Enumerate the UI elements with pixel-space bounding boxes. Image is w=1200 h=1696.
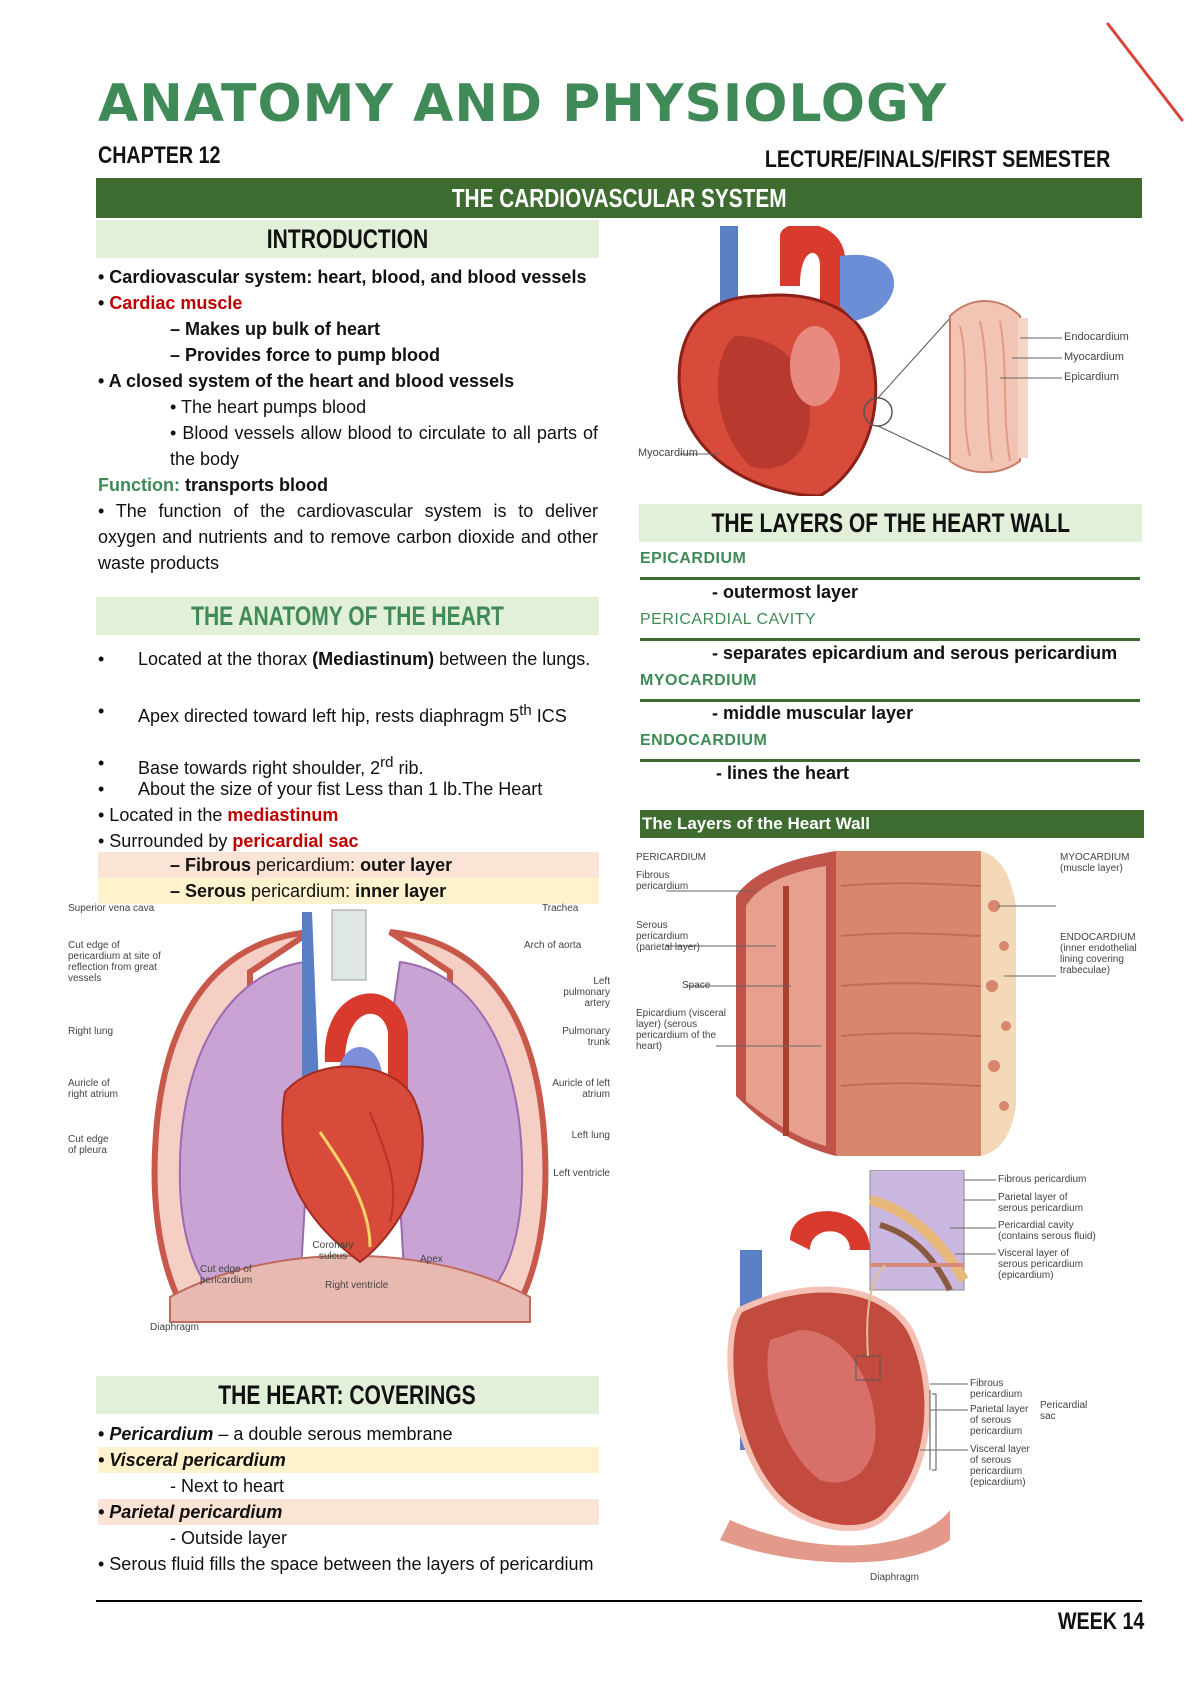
course-info: LECTURE/FINALS/FIRST SEMESTER [764, 146, 1110, 173]
intro-line-2 [98, 290, 598, 316]
label-superior-vena-cava: Superior vena cava [68, 903, 155, 914]
label-apex: Apex [420, 1254, 443, 1265]
endocardium-desc: - lines the heart [716, 763, 850, 783]
text: ICS [531, 706, 567, 726]
coverings-heading [96, 1376, 599, 1414]
pericardial-cavity-heading: PERICARDIAL CAVITY [640, 611, 1140, 641]
bullet: • [98, 1424, 110, 1444]
main-banner-label: THE CARDIOVASCULAR SYSTEM [451, 182, 787, 213]
anatomy-heading [96, 597, 599, 635]
anatomy-bullet-2 [98, 698, 598, 729]
coverings-line-1 [98, 1421, 598, 1447]
label-epicardium-visceral: Epicardium (visceral layer) (serous pericardium of the heart) [636, 1008, 727, 1052]
anatomy-bullet-5 [98, 802, 598, 828]
pen-mark [1100, 20, 1190, 130]
text: – Fibrous [170, 855, 257, 875]
label-parietal-layer-detail: Parietal layer of serous pericardium [998, 1192, 1084, 1214]
coverings-line-5: - Outside layer [170, 1528, 288, 1548]
label-pulmonary-trunk: Pulmonary trunk [562, 1026, 610, 1048]
bullet: • [98, 753, 105, 773]
label-fibrous-pericardium-detail: Fibrous pericardium [998, 1174, 1087, 1185]
bullet: • [98, 779, 105, 799]
layers-figure-banner: The Layers of the Heart Wall [640, 810, 1144, 838]
pericardium-term: Pericardium [109, 1424, 214, 1444]
label-trachea: Trachea [542, 903, 579, 914]
function-label: Function: [98, 475, 180, 495]
intro-line-3: – Makes up bulk of heart [170, 319, 381, 339]
chapter-label: CHAPTER 12 [98, 142, 221, 169]
wall-layers-figure [636, 846, 1146, 1166]
label-visceral-layer-heart: Visceral layer of serous pericardium (epicardium) [970, 1444, 1030, 1488]
footer-divider [96, 1600, 1142, 1602]
function-text: transports blood [179, 475, 328, 495]
thorax-figure [70, 902, 630, 1352]
label-fibrous-pericardium: Fibrous pericardium [636, 870, 689, 892]
layers-heading [639, 504, 1142, 542]
document-title: ANATOMY AND PHYSIOLOGY [98, 74, 948, 134]
label-right-lung: Right lung [68, 1026, 114, 1037]
text: outer layer [360, 855, 453, 875]
intro-paragraph: • The function of the cardiovascular system is to deliver oxygen and nutrients and to remove carbon dioxide and other waste products [98, 501, 598, 573]
text: • Located in the [98, 805, 228, 825]
text: between the lungs. [434, 649, 591, 669]
heart-section-figure [640, 226, 1140, 496]
label-myocardium-left: Myocardium [638, 447, 698, 459]
intro-line-5: • A closed system of the heart and blood vessels [98, 371, 515, 391]
text: Apex directed toward left hip, rests diaphragm 5 [138, 706, 520, 726]
label-cut-edge-pericardium-lower: Cut edge of pericardium [200, 1264, 253, 1286]
intro-function [98, 472, 598, 498]
intro-line-4: – Provides force to pump blood [170, 345, 441, 365]
mediastinum-bold: (Mediastinum) [312, 649, 435, 669]
superscript: th [519, 702, 532, 719]
text: Base towards right shoulder, 2 [138, 758, 381, 778]
pericardial-sac-term: pericardial sac [232, 831, 359, 851]
serous-pericardium-line [98, 878, 599, 904]
bullet: • [98, 701, 105, 721]
coverings-line-3: - Next to heart [170, 1476, 285, 1496]
bullet: • [98, 649, 105, 669]
coverings-line-6: • Serous fluid fills the space between the layers of pericardium [98, 1554, 594, 1574]
coverings-line-2: • Visceral pericardium [98, 1447, 599, 1473]
superscript: rd [380, 754, 394, 771]
anatomy-heading-label: THE ANATOMY OF THE HEART [191, 600, 504, 631]
fibrous-pericardium-line [98, 852, 599, 878]
label-auricle-left-atrium: Auricle of left atrium [552, 1078, 610, 1100]
text: inner layer [355, 881, 447, 901]
label-right-ventricle: Right ventricle [325, 1280, 389, 1291]
label-cut-edge-pleura: Cut edge of pleura [68, 1134, 109, 1156]
text: Located at the thorax [138, 649, 313, 669]
bullet: • [98, 293, 110, 313]
anatomy-bullet-6 [98, 828, 598, 854]
text: • Surrounded by [98, 831, 233, 851]
label-auricle-right-atrium: Auricle of right atrium [68, 1078, 119, 1100]
intro-heading [96, 220, 599, 258]
label-parietal-layer-heart: Parietal layer of serous pericardium [970, 1404, 1029, 1437]
intro-line-1: • Cardiovascular system: heart, blood, and blood vessels [98, 267, 587, 287]
label-endocardium: Endocardium [1064, 331, 1129, 343]
text: – a double serous membrane [213, 1424, 453, 1444]
intro-line-7: • Blood vessels allow blood to circulate to all parts of the body [170, 423, 598, 469]
text: rib. [393, 758, 424, 778]
pericardial-cavity-desc: - separates epicardium and serous pericardium [712, 643, 1118, 663]
text: About the size of your fist Less than 1 lb.The Heart [138, 779, 543, 799]
myocardium-desc: - middle muscular layer [712, 703, 914, 723]
coverings-line-4: • Parietal pericardium [98, 1499, 599, 1525]
intro-line-6: • The heart pumps blood [170, 397, 367, 417]
anatomy-bullet-4 [98, 776, 598, 802]
label-myocardium-muscle: MYOCARDIUM (muscle layer) [1060, 852, 1130, 874]
myocardium-heading: MYOCARDIUM [640, 672, 1140, 702]
cardiac-muscle-term: Cardiac muscle [109, 293, 243, 313]
label-space: Space [682, 980, 711, 991]
label-left-pulmonary-artery: Left pulmonary artery [563, 976, 610, 1009]
label-pericardial-sac: Pericardial sac [1040, 1400, 1088, 1422]
label-epicardium: Epicardium [1064, 371, 1120, 383]
label-left-ventricle: Left ventricle [553, 1168, 610, 1179]
label-diaphragm: Diaphragm [150, 1322, 199, 1333]
endocardium-heading: ENDOCARDIUM [640, 732, 1140, 762]
epicardium-desc: - outermost layer [712, 582, 859, 602]
wall-layers-illustration [636, 846, 1146, 1166]
label-pericardial-cavity: Pericardial cavity (contains serous fluid) [998, 1220, 1096, 1242]
label-myocardium: Myocardium [1064, 351, 1124, 363]
anatomy-bullet-1 [98, 646, 598, 672]
label-arch-of-aorta: Arch of aorta [524, 940, 582, 951]
label-serous-pericardium: Serous pericardium (parietal layer) [636, 920, 700, 953]
main-banner [96, 178, 1142, 218]
label-diaphragm-lower: Diaphragm [870, 1572, 919, 1583]
label-pericardium: PERICARDIUM [636, 852, 707, 863]
label-visceral-layer-detail: Visceral layer of serous pericardium (epicardium) [998, 1248, 1084, 1281]
label-left-lung: Left lung [571, 1130, 610, 1141]
text: pericardium: [251, 881, 356, 901]
text: pericardium: [256, 855, 361, 875]
label-coronary-sulcus: Coronary sulcus [312, 1240, 354, 1262]
layers-heading-label: THE LAYERS OF THE HEART WALL [711, 507, 1070, 538]
week-label: WEEK 14 [1057, 1608, 1144, 1635]
label-cut-edge-pericardium: Cut edge of pericardium at site of reflection from great vessels [68, 940, 161, 984]
label-endocardium-lining: ENDOCARDIUM (inner endothelial lining covering trabeculae) [1060, 932, 1137, 976]
mediastinum-term: mediastinum [227, 805, 339, 825]
coverings-heading-label: THE HEART: COVERINGS [218, 1379, 477, 1410]
pericardium-figure [700, 1170, 1140, 1590]
text: – Serous [170, 881, 252, 901]
epicardium-heading: EPICARDIUM [640, 550, 1140, 580]
label-fibrous-pericardium-heart: Fibrous pericardium [970, 1378, 1023, 1400]
intro-heading-label: INTRODUCTION [266, 223, 429, 254]
